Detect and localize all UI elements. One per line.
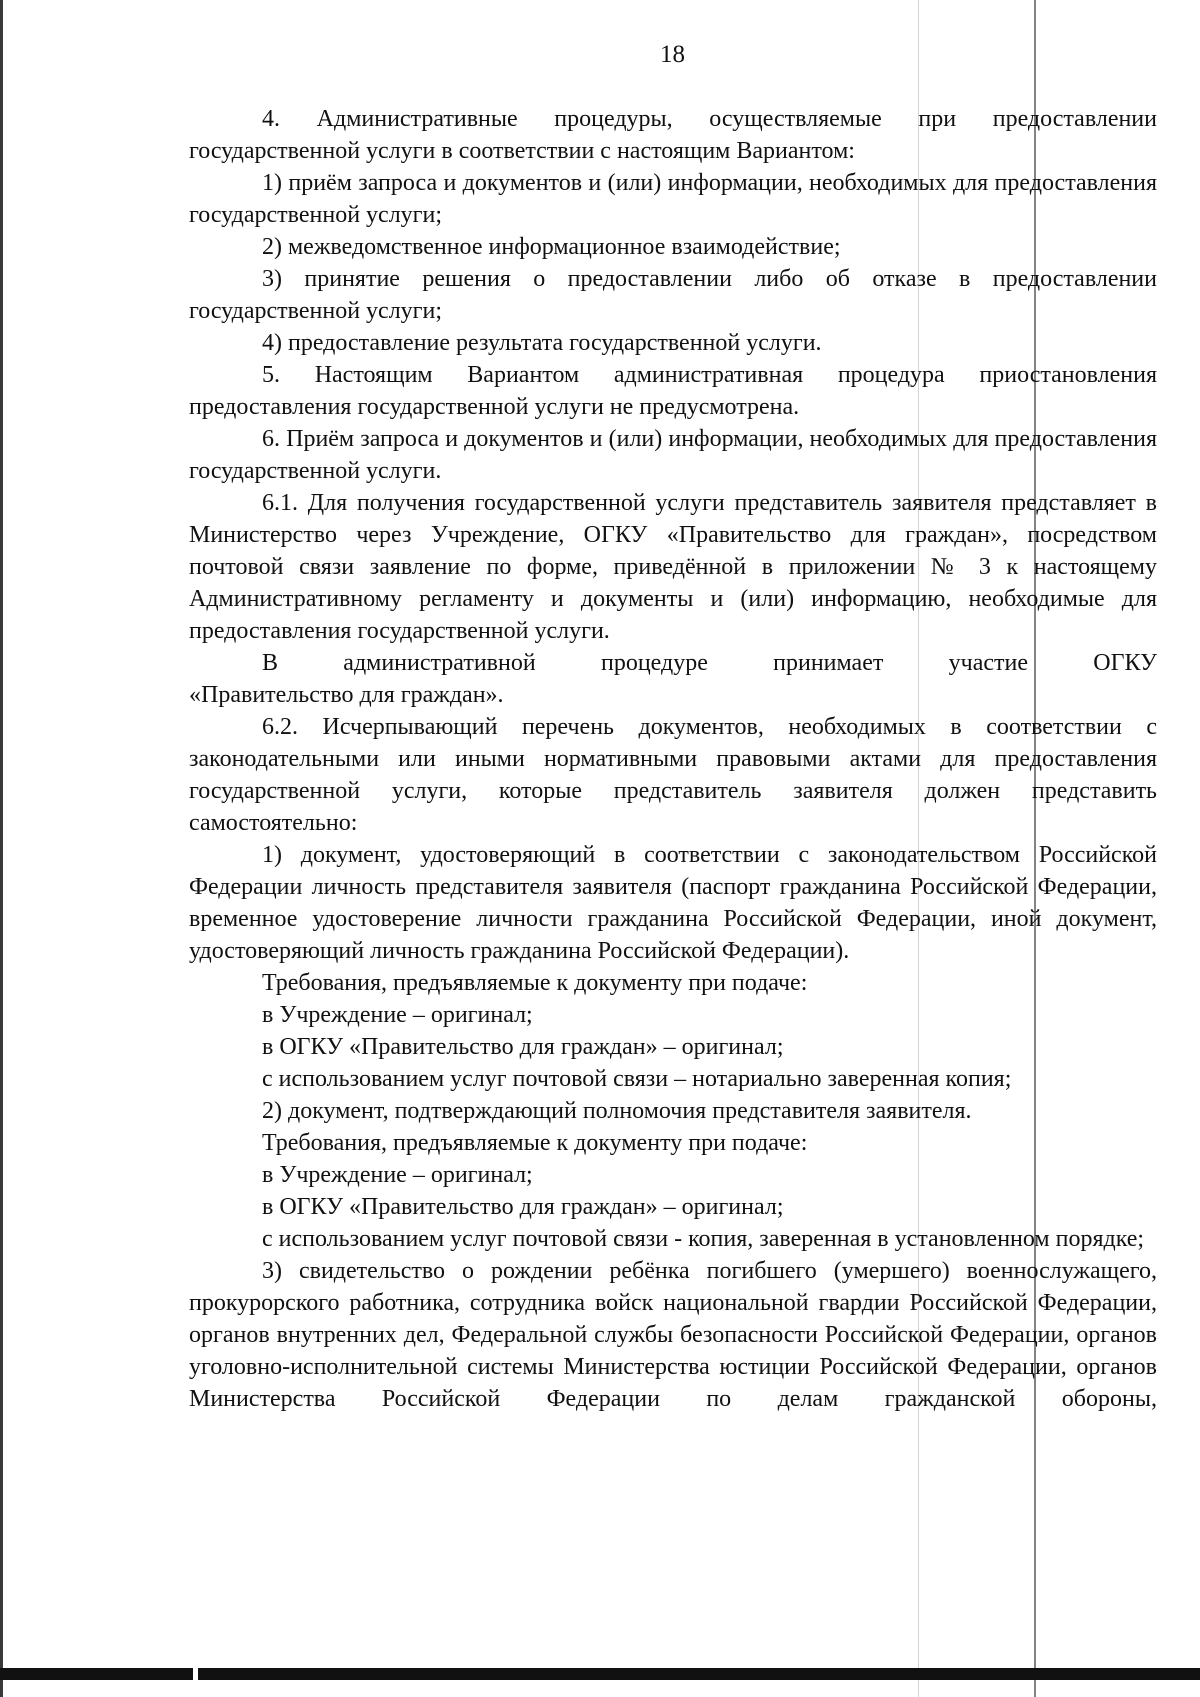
paragraph-item-4: 4. Административные процедуры, осуществляемые при предоставлении государственной услуги в соответствии с настоящим Вариантом: xyxy=(189,106,1157,164)
scan-edge-bottom xyxy=(0,1668,1200,1680)
scan-edge-left xyxy=(0,0,3,1697)
requirement-institution: в Учреждение – оригинал; xyxy=(262,1002,533,1028)
scan-edge-bottom-gap xyxy=(193,1668,198,1680)
requirement-institution-2: в Учреждение – оригинал; xyxy=(262,1162,533,1188)
paragraph-item-6-1: 6.1. Для получения государственной услуги представитель заявителя представляет в Министерство через Учреждение, ОГКУ «Правительство для граждан», посредством почтовой связи заявление по форме, приведённой в приложении № 3 к настоящему Административному регламенту и документы и (или) информацию, необходимые для предоставления государственной услуги. xyxy=(189,490,1157,644)
paragraph-item-6-2: 6.2. Исчерпывающий перечень документов, необходимых в соответствии с законодательными или иными нормативными правовыми актами для предоставления государственной услуги, которые представитель заявителя должен представить самостоятельно: xyxy=(189,714,1157,836)
list-item-3: 3) принятие решения о предоставлении либо об отказе в предоставлении государственной услуги; xyxy=(189,266,1157,324)
requirement-ogku: в ОГКУ «Правительство для граждан» – оригинал; xyxy=(262,1034,784,1060)
paragraph-participation-end: «Правительство для граждан». xyxy=(189,682,504,708)
list-item-2: 2) межведомственное информационное взаимодействие; xyxy=(262,234,841,260)
list-item-1: 1) приём запроса и документов и (или) информации, необходимых для предоставления государственной услуги; xyxy=(189,170,1157,228)
requirement-postal: с использованием услуг почтовой связи – нотариально заверенная копия; xyxy=(262,1066,1012,1092)
paragraph-item-5: 5. Настоящим Вариантом административная процедура приостановления предоставления государственной услуги не предусмотрена. xyxy=(189,362,1157,420)
requirements-heading: Требования, предъявляемые к документу при подаче: xyxy=(262,970,808,996)
paragraph-item-6: 6. Приём запроса и документов и (или) информации, необходимых для предоставления государственной услуги. xyxy=(189,426,1157,484)
requirement-postal-2: с использованием услуг почтовой связи - копия, заверенная в установленном порядке; xyxy=(262,1226,1145,1252)
page-number: 18 xyxy=(660,41,685,68)
requirements-heading-2: Требования, предъявляемые к документу при подаче: xyxy=(262,1130,808,1156)
paragraph-participation: В административной процедуре принимает участие ОГКУ xyxy=(262,650,1157,676)
list-item-document-1: 1) документ, удостоверяющий в соответствии с законодательством Российской Федерации личность представителя заявителя (паспорт гражданина Российской Федерации, временное удостоверение личности гражданина Российской Федерации, иной документ, удостоверяющий личность гражданина Российской Федерации). xyxy=(189,842,1157,964)
list-item-4: 4) предоставление результата государственной услуги. xyxy=(262,330,822,356)
list-item-document-2: 2) документ, подтверждающий полномочия представителя заявителя. xyxy=(262,1098,972,1124)
document-body xyxy=(189,103,1157,1415)
list-item-document-3: 3) свидетельство о рождении ребёнка погибшего (умершего) военнослужащего, прокурорского работника, сотрудника войск национальной гвардии Российской Федерации, органов внутренних дел, Федеральной службы безопасности Российской Федерации, органов уголовно-исполнительной системы Министерства юстиции Российской Федерации, органов Министерства Российской Федерации по делам гражданской обороны, xyxy=(189,1258,1157,1412)
requirement-ogku-2: в ОГКУ «Правительство для граждан» – оригинал; xyxy=(262,1194,784,1220)
